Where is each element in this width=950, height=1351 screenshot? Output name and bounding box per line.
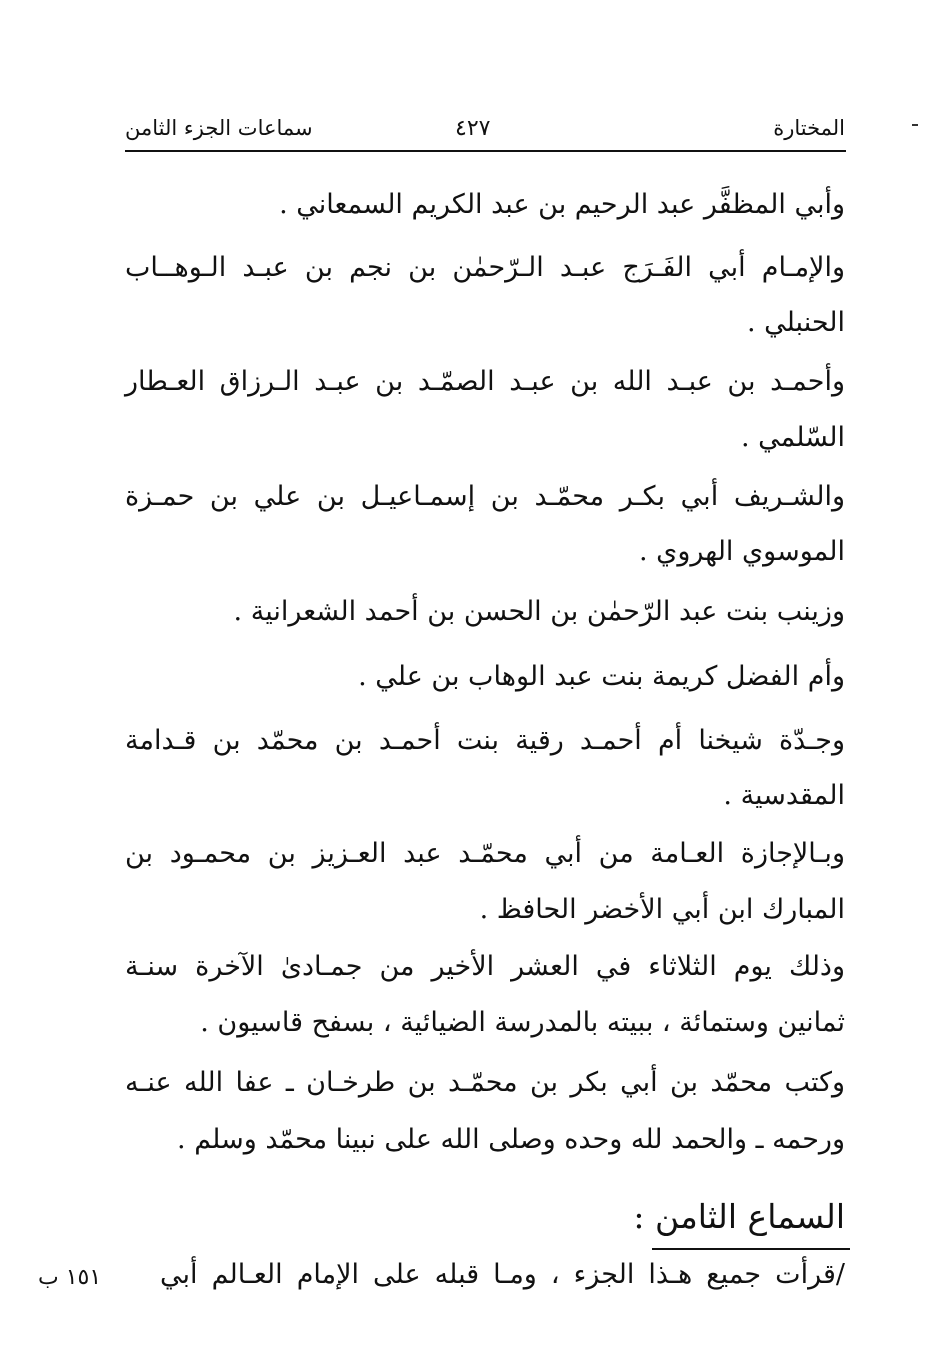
page-number: ٤٢٧ [455,116,491,141]
text-line: وأم الفضل كريمة بنت عبد الوهاب بن علي . [358,661,845,692]
header-book-title: المختارة [773,116,845,140]
text-line: ورحمه ـ والحمد لله وحده وصلى الله على نبينا محمّد وسلم . [177,1124,845,1155]
text-line: المقدسية . [723,780,845,811]
running-header [125,110,845,150]
text-line: وأبي المظفَّر عبد الرحيم بن عبد الكريم السمعاني . [279,189,845,220]
text-line: وكتب محمّد بن أبي بكر بن محمّـد بن طرخـان ـ عفا الله عنـه [125,1067,845,1098]
text-line: الموسوي الهروي . [639,536,845,567]
text-line: وبـالإجازة العـامة من أبي محمّـد عبد العـزيز بن محمـود بن [125,838,845,869]
stray-mark [912,124,918,126]
text-line: وجـدّة شيخنا أم أحمـد رقية بنت أحمـد بن محمّد بن قـدامة [125,725,845,756]
text-line: والإمـام أبي الفَـرَج عبـد الـرّحمٰن بن نجم بن عبـد الـوهــاب [125,252,845,283]
text-line: الحنبلي . [746,307,845,338]
text-line: وزينب بنت عبد الرّحمٰن بن الحسن بن أحمد الشعرانية . [233,596,845,627]
text-line: ثمانين وستمائة ، ببيته بالمدرسة الضيائية ، بسفح قاسيون . [200,1007,845,1038]
text-line: /قرأت جميع هـذا الجزء ، ومـا قبله على الإمام العـالم أبي [160,1259,845,1290]
text-line: وذلك يوم الثلاثاء في العشر الأخير من جمـادىٰ الآخرة سنـة [125,951,845,982]
section-heading-rule [652,1248,850,1250]
text-line: المبارك ابن أبي الأخضر الحافظ . [479,894,845,925]
text-line: السّلمي . [740,422,845,453]
text-line: وأحمـد بن عبـد الله بن عبـد الصمّـد بن عبـد الـرزاق العـطار [125,366,845,397]
header-rule [125,150,846,152]
section-heading: السماع الثامن : [633,1197,845,1236]
text-line: والشـريف أبي بكـر محمّـد بن إسمـاعيـل بن علي بن حمـزة [125,481,845,512]
header-section-title: سماعات الجزء الثامن [125,116,313,140]
manuscript-folio-note: ١٥١ ب [38,1265,102,1290]
